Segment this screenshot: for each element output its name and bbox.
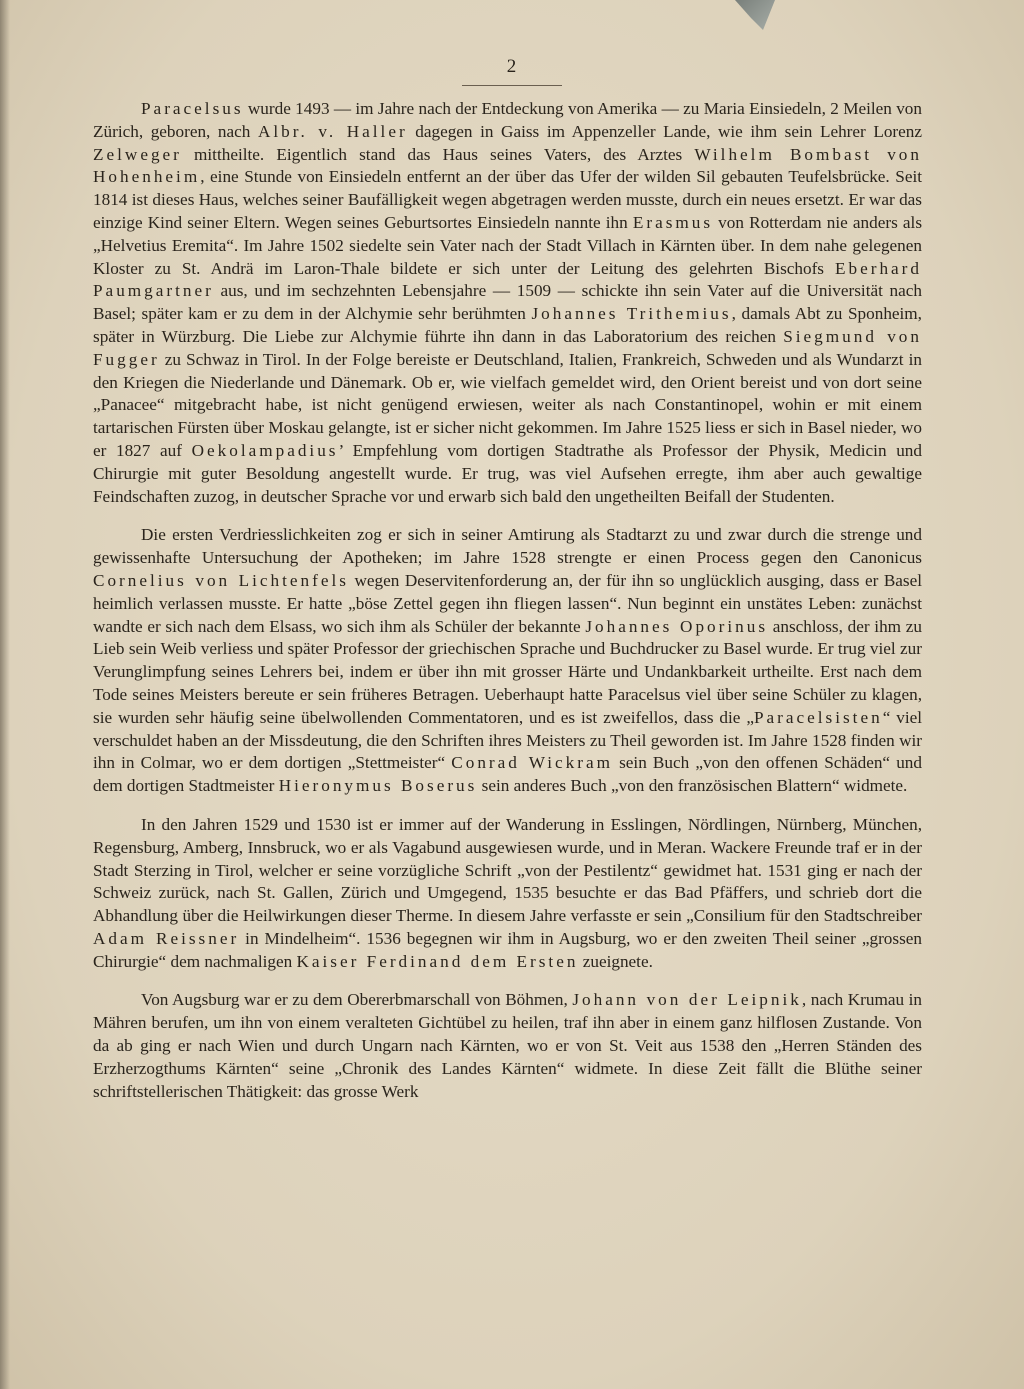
spaced-name: Albr. v. Haller	[257, 121, 408, 141]
spaced-name: Oekolampadius	[191, 440, 339, 460]
text-run: mittheilte. Eigentlich stand das Haus seines Vaters, des Arztes	[181, 144, 695, 164]
page-edge-shadow	[0, 0, 10, 1389]
text-run: , eine Stunde von Einsiedeln entfernt an der über das Ufer der wilden Sil gebauten Teufelsbrücke. Seit 1814 ist dieses Haus, welches seiner Baufälligkeit wegen abgetragen werden musste, durch ein neues ersetzt. Er war das einzige Kind seiner Eltern. Wegen seines Geburtsortes Einsiedeln nannte ihn	[93, 167, 922, 232]
paper-tear-mark	[735, 0, 775, 30]
spaced-name: Kaiser Ferdinand dem Ersten	[296, 951, 579, 971]
page-number-rule	[462, 85, 562, 86]
text-run: zueignete.	[578, 951, 653, 971]
spaced-name: Eberhard Paumgartner	[93, 258, 922, 301]
paragraph	[93, 989, 922, 1103]
paragraph	[93, 98, 922, 508]
text-run: ’ Empfehlung vom dortigen Stadtrathe als Professor der Physik, Medicin und Chirurgie mit guter Besoldung angestellt wurde. Er trug, was viel Aufsehen erregte, ihm aber auch gewaltige Feindschaften zuzog, in deutscher Sprache vor und erwarb sich bald den ungetheilten Beifall der Studenten.	[93, 440, 922, 506]
text-run: In den Jahren 1529 und 1530 ist er immer auf der Wanderung in Esslingen, Nördlingen, Nürnberg, München, Regensburg, Amberg, Innsbruck, wo er als Vagabund ausgewiesen wurde, und in Meran. Wackere Freunde traf er in der Stadt Sterzing in Tirol, welcher er seine vorzügliche Schrift „von der Pestilentz“ gewidmet hat. 1531 ging er nach der Schweiz zurück, nach St. Gallen, Zürich und Umgegend, 1535 besuchte er das Bad Pfäffers, und schrieb dort die Abhandlung über die Heilwirkungen dieser Therme. In diesem Jahre verfasste er sein „Consilium für den Stadtschreiber	[93, 814, 922, 926]
spaced-name: Johannes Oporinus	[585, 616, 769, 636]
paragraph	[93, 524, 922, 798]
text-run: in Mindelheim“. 1536 begegnen wir ihm in Augsburg, wo er den zweiten Theil seiner „grossen Chirurgie“ dem nachmaligen	[93, 928, 922, 971]
body-text	[93, 98, 922, 1103]
spaced-name: Adam Reissner	[93, 928, 240, 948]
text-run: “ viel verschuldet haben an der Missdeutung, die den Schriften ihres Meisters zu Theil geworden ist. Im Jahre 1528 finden wir ihn in Colmar, wo er dem dortigen „Stettmeister“	[93, 707, 922, 773]
text-run: anschloss, der ihm zu Lieb sein Weib verliess und später Professor der griechischen Sprache und Buchdrucker zu Basel wurde. Er trug viel zur Verunglimpfung seines Lehrers bei, indem er über ihn mit grosser Härte und Undankbarkeit urtheilte. Erst nach dem Tode seines Meisters bereute er sein früheres Betragen. Ueberhaupt hatte Paracelsus viel über seine Schüler zu klagen, sie wurden sehr häufig seine übelwollenden Commentatoren, und es ist zweifellos, dass die „	[93, 616, 922, 727]
spaced-name: Zelweger	[93, 144, 182, 164]
spaced-name: Johann von der Leipnik	[572, 990, 802, 1010]
text-run: Von Augsburg war er zu dem Obererbmarschall von Böhmen,	[141, 990, 573, 1010]
text-run: , nach Krumau in Mähren berufen, um ihn von einem veralteten Gichtübel zu heilen, traf ihn aber in einem ganz hilflosen Zustande. Von da ab ging er nach Wien und durch Ungarn nach Kärnten, wo er von St. Veit aus 1538 den „Herren Ständen des Erzherzogthums Kärnten“ seine „Chronik des Landes Kärnten“ widmete. In diese Zeit fällt die Blüthe seiner schriftstellerischen Thätigkeit: das grosse Werk	[93, 990, 922, 1101]
spaced-name: Siegmund von Fugger	[93, 326, 922, 369]
text-run: Die ersten Verdriesslichkeiten zog er sich in seiner Amtirung als Stadtarzt zu und zwar durch die strenge und gewissenhafte Untersuchung der Apotheken; im Jahre 1528 strengte er einen Process gegen den Canonicus	[93, 525, 922, 568]
spaced-name: Erasmus	[632, 212, 714, 232]
text-run: zu Schwaz in Tirol. In der Folge bereiste er Deutschland, Italien, Frankreich, Schweden und als Wundarzt in den Kriegen die Niederlande und Dänemark. Ob er, wie vielfach gemeldet wird, den Orient bereist und von dort seine „Panacee“ mitgebracht habe, ist nicht genügend erwiesen, weiter als nach Constantinopel, wohin er mit einem tartarischen Fürsten über Moskau gelangte, ist er sicher nicht gekommen. Im Jahre 1525 liess er sich in Basel nieder, wo er 1827 auf	[93, 349, 922, 460]
text-run: wegen Deservitenforderung an, der für ihn so unglücklich ausging, dass er Basel heimlich verlassen musste. Er hatte „böse Zettel gegen ihn fliegen lassen“. Nun beginnt ein unstätes Leben: zunächst wandte er sich nach dem Elsass, wo sich ihm als Schüler der bekannte	[93, 570, 923, 636]
spaced-name: Johannes Trithemius	[531, 304, 732, 324]
text-run: , damals Abt zu Sponheim, später in Würzburg. Die Liebe zur Alchymie führte ihn dann in das Laboratorium des reichen	[93, 304, 922, 346]
spaced-name: Paracelsisten	[753, 707, 883, 727]
text-run: wurde 1493 — im Jahre nach der Entdeckung von Amerika — zu Maria Einsiedeln, 2 Meilen von Zürich, geboren, nach	[93, 99, 922, 141]
page-number: 2	[506, 56, 518, 77]
spaced-name: Conrad Wickram	[451, 753, 613, 773]
spaced-name: Wilhelm Bombast von Hohenheim	[93, 144, 922, 187]
text-run: aus, und im sechzehnten Lebensjahre — 1509 — schickte ihn sein Vater auf die Universität nach Basel; später kam er zu dem in der Alchymie sehr berühmten	[93, 281, 922, 324]
spaced-name: Cornelius von Lichtenfels	[93, 570, 349, 590]
text-run: sein anderes Buch „von den französischen Blattern“ widmete.	[477, 776, 908, 796]
paragraph	[93, 814, 922, 974]
text-run: dagegen in Gaiss im Appenzeller Lande, wie ihm sein Lehrer Lorenz	[407, 121, 922, 141]
text-run: sein Buch „von den offenen Schäden“ und dem dortigen Stadtmeister	[93, 753, 922, 796]
spaced-name: Hieronymus Boserus	[278, 776, 478, 796]
spaced-name: Paracelsus	[141, 99, 244, 118]
text-run: von Rotterdam nie anders als „Helvetius Eremita“. Im Jahre 1502 siedelte sein Vater nach der Stadt Villach in Kärnten über. In dem nahe gelegenen Kloster zu St. Andrä im Laron-Thale bildete er sich unter der Leitung des gelehrten Bischofs	[93, 212, 923, 278]
